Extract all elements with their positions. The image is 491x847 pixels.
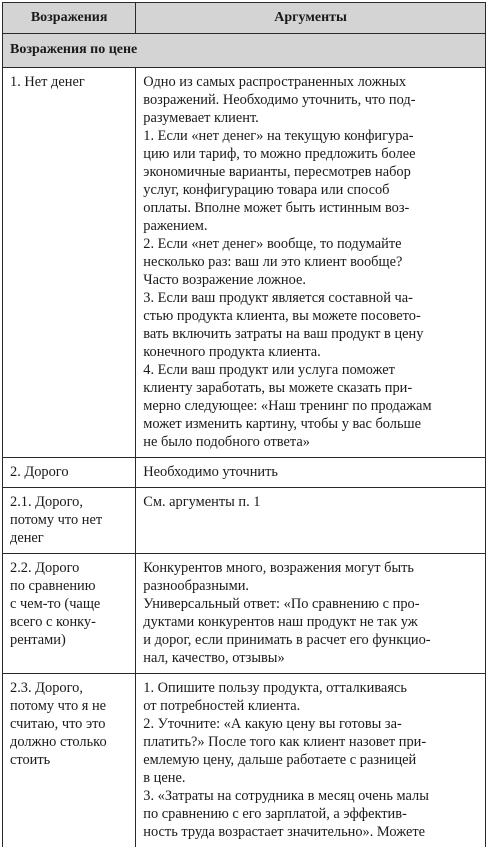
table-row: [3, 488, 486, 554]
argument-line: Одно из самых распространенных ложных: [143, 73, 479, 91]
argument-line: Часто возражение ложное.: [143, 271, 479, 289]
objection-line: с чем-то (чаще: [10, 595, 131, 613]
argument-line: не было подобного ответа»: [143, 433, 479, 451]
header-objections: Возражения: [3, 3, 136, 34]
argument-line: емлемую цену, дальше работаете с разницей: [143, 751, 479, 769]
objection-cell: [3, 674, 136, 847]
table-row: [3, 554, 486, 674]
objection-line: 2.2. Дорого: [10, 559, 131, 577]
objection-line: 2.1. Дорого,: [10, 493, 131, 511]
argument-line: возражений. Необходимо уточнить, что под-: [143, 91, 479, 109]
objection-line: 1. Нет денег: [10, 73, 131, 91]
objection-line: 2. Дорого: [10, 463, 131, 481]
argument-line: разумевает клиент.: [143, 109, 479, 127]
argument-line: дуктами конкурентов наш продукт не так уж: [143, 613, 479, 631]
table-row: [3, 458, 486, 488]
argument-line: Необходимо уточнить: [143, 463, 479, 481]
argument-line: 1. Опишите пользу продукта, отталкиваясь: [143, 679, 479, 697]
argument-cell: [136, 68, 486, 458]
argument-cell: [136, 674, 486, 847]
argument-cell: [136, 488, 486, 554]
objection-line: потому что нет: [10, 511, 131, 529]
argument-line: может изменить картину, чтобы у вас больше: [143, 415, 479, 433]
section-title: Возражения по цене: [3, 34, 486, 68]
argument-line: и дорог, если принимать в расчет его функцио-: [143, 631, 479, 649]
argument-line: Универсальный ответ: «По сравнению с про-: [143, 595, 479, 613]
argument-line: от потребностей клиента.: [143, 697, 479, 715]
argument-line: оплаты. Вполне может быть истинным воз-: [143, 199, 479, 217]
objection-cell: [3, 68, 136, 458]
objection-line: 2.3. Дорого,: [10, 679, 131, 697]
table-header-row: [3, 3, 486, 34]
objection-line: рентами): [10, 631, 131, 649]
argument-line: клиенту заработать, вы можете сказать при-: [143, 379, 479, 397]
table-row: [3, 674, 486, 847]
argument-line: 3. Если ваш продукт является составной ча-: [143, 289, 479, 307]
argument-line: 1. Если «нет денег» на текущую конфигура-: [143, 127, 479, 145]
argument-cell: [136, 554, 486, 674]
section-row: [3, 34, 486, 68]
objection-line: по сравнению: [10, 577, 131, 595]
argument-line: в цене.: [143, 769, 479, 787]
objection-line: стоить: [10, 751, 131, 769]
argument-line: услуг, конфигурацию товара или способ: [143, 181, 479, 199]
argument-line: платить?» После того как клиент назовет при-: [143, 733, 479, 751]
argument-cell: [136, 458, 486, 488]
argument-line: вать включить затраты на ваш продукт в цену: [143, 325, 479, 343]
argument-line: по сравнению с его зарплатой, а эффектив-: [143, 805, 479, 823]
argument-line: 2. Уточните: «А какую цену вы готовы за-: [143, 715, 479, 733]
argument-line: разнообразными.: [143, 577, 479, 595]
objection-line: потому что я не: [10, 697, 131, 715]
argument-line: 2. Если «нет денег» вообще, то подумайте: [143, 235, 479, 253]
argument-line: Конкурентов много, возражения могут быть: [143, 559, 479, 577]
objection-cell: [3, 488, 136, 554]
argument-line: 4. Если ваш продукт или услуга поможет: [143, 361, 479, 379]
objection-line: считаю, что это: [10, 715, 131, 733]
table-row: [3, 68, 486, 458]
argument-line: ражением.: [143, 217, 479, 235]
objections-table: [2, 2, 486, 847]
argument-line: мерно следующее: «Наш тренинг по продажам: [143, 397, 479, 415]
argument-line: цию или тариф, то можно предложить более: [143, 145, 479, 163]
argument-line: конечного продукта клиента.: [143, 343, 479, 361]
objection-line: должно столько: [10, 733, 131, 751]
argument-line: См. аргументы п. 1: [143, 493, 479, 511]
objection-line: денег: [10, 529, 131, 547]
argument-line: ность труда возрастает значительно». Можете: [143, 823, 479, 841]
argument-line: нал, качество, отзывы»: [143, 649, 479, 667]
objection-cell: [3, 458, 136, 488]
argument-line: несколько раз: ваш ли это клиент вообще?: [143, 253, 479, 271]
objection-cell: [3, 554, 136, 674]
header-arguments: Аргументы: [136, 3, 486, 34]
argument-line: стью продукта клиента, вы можете посовето-: [143, 307, 479, 325]
argument-line: экономичные варианты, пересмотрев набор: [143, 163, 479, 181]
argument-line: 3. «Затраты на сотрудника в месяц очень малы: [143, 787, 479, 805]
objection-line: всего с конку-: [10, 613, 131, 631]
